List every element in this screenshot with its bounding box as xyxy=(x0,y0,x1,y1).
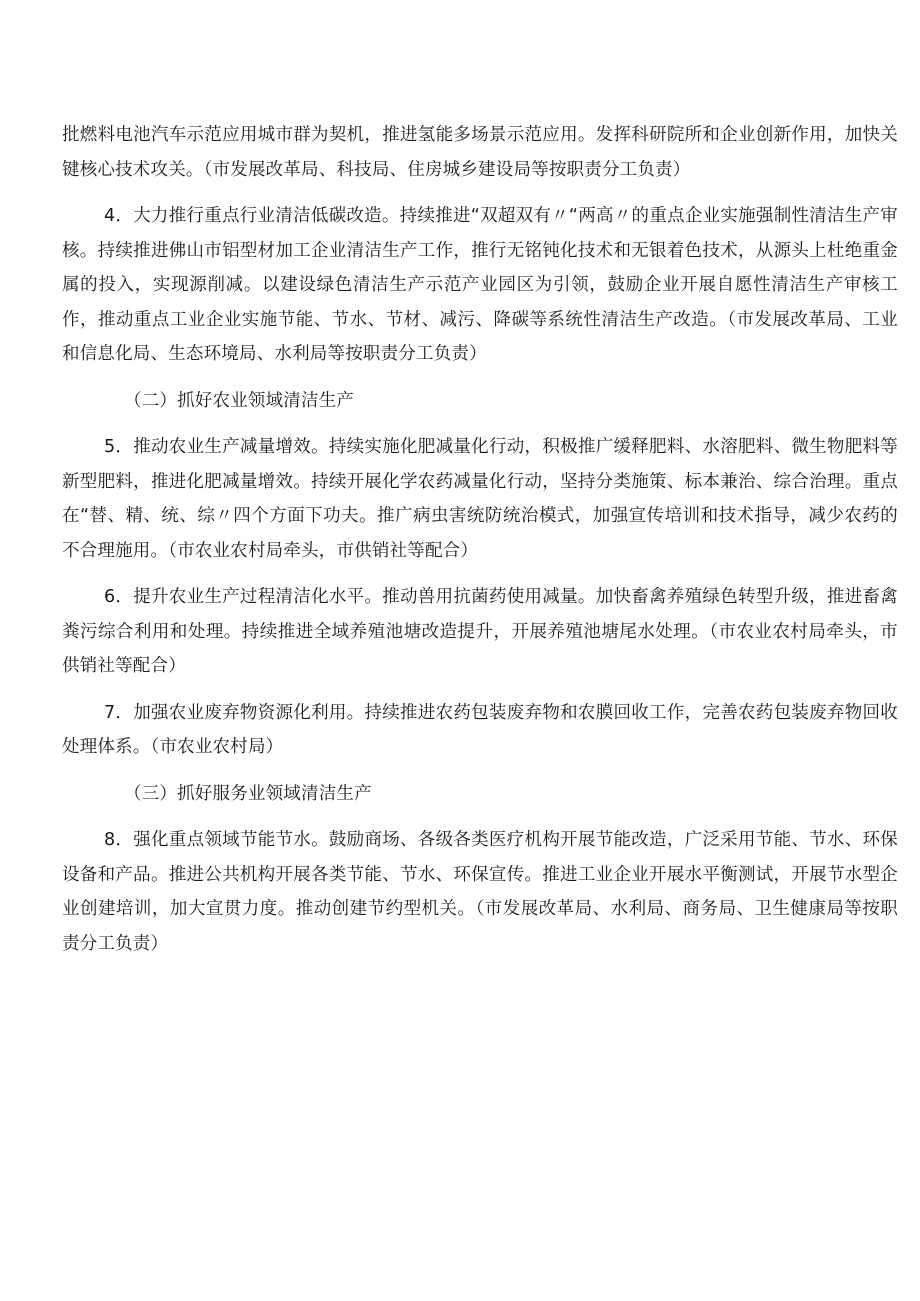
document-body xyxy=(62,118,898,961)
paragraph-item-5: 5．推动农业生产减量增效。持续实施化肥减量化行动，积极推广缓释肥料、水溶肥料、微生物肥料等新型肥料，推进化肥减量增效。持续开展化学农药减量化行动，坚持分类施策、标本兼治、综合治理。重点在“替、精、统、综〃四个方面下功夫。推广病虫害统防统治模式，加强宣传培训和技术指导，减少农药的不合理施用。（市农业农村局牵头，市供销社等配合） xyxy=(62,437,898,561)
section-heading-services: （三）抓好服务业领域清洁生产 xyxy=(124,783,372,804)
paragraph-item-4: 4．大力推行重点行业清洁低碳改造。持续推进“双超双有〃“两高〃的重点企业实施强制性清洁生产审核。持续推进佛山市铝型材加工企业清洁生产工作，推行无铭钝化技术和无银着色技术，从源头上杜绝重金属的投入，实现源削减。以建设绿色清洁生产示范产业园区为引领，鼓励企业开展自愿性清洁生产审核工作，推动重点工业企业实施节能、节水、节材、减污、降碳等系统性清洁生产改造。（市发展改革局、工业和信息化局、生态环境局、水利局等按职责分工负责） xyxy=(62,206,898,364)
paragraph-item-6: 6．提升农业生产过程清洁化水平。推动兽用抗菌药使用减量。加快畜禽养殖绿色转型升级，推进畜禽粪污综合利用和处理。持续推进全域养殖池塘改造提升，开展养殖池塘尾水处理。（市农业农村局牵头，市供销社等配合） xyxy=(62,587,898,676)
section-heading-agriculture: （二）抓好农业领域清洁生产 xyxy=(124,390,355,411)
paragraph-item-7: 7．加强农业废弃物资源化利用。持续推进农药包装废弃物和农膜回收工作，完善农药包装废弃物回收处理体系。（市农业农村局） xyxy=(62,702,898,757)
paragraph-continuation: 批燃料电池汽车示范应用城市群为契机，推进氢能多场景示范应用。发挥科研院所和企业创新作用，加快关键核心技术攻关。（市发展改革局、科技局、住房城乡建设局等按职责分工负责） xyxy=(62,125,898,180)
paragraph-item-8: 8．强化重点领域节能节水。鼓励商场、各级各类医疗机构开展节能改造，广泛采用节能、节水、环保设备和产品。推进公共机构开展各类节能、节水、环保宣传。推进工业企业开展水平衡测试，开展节水型企业创建培训，加大宣贯力度。推动创建节约型机关。（市发展改革局、水利局、商务局、卫生健康局等按职责分工负责） xyxy=(62,830,898,954)
